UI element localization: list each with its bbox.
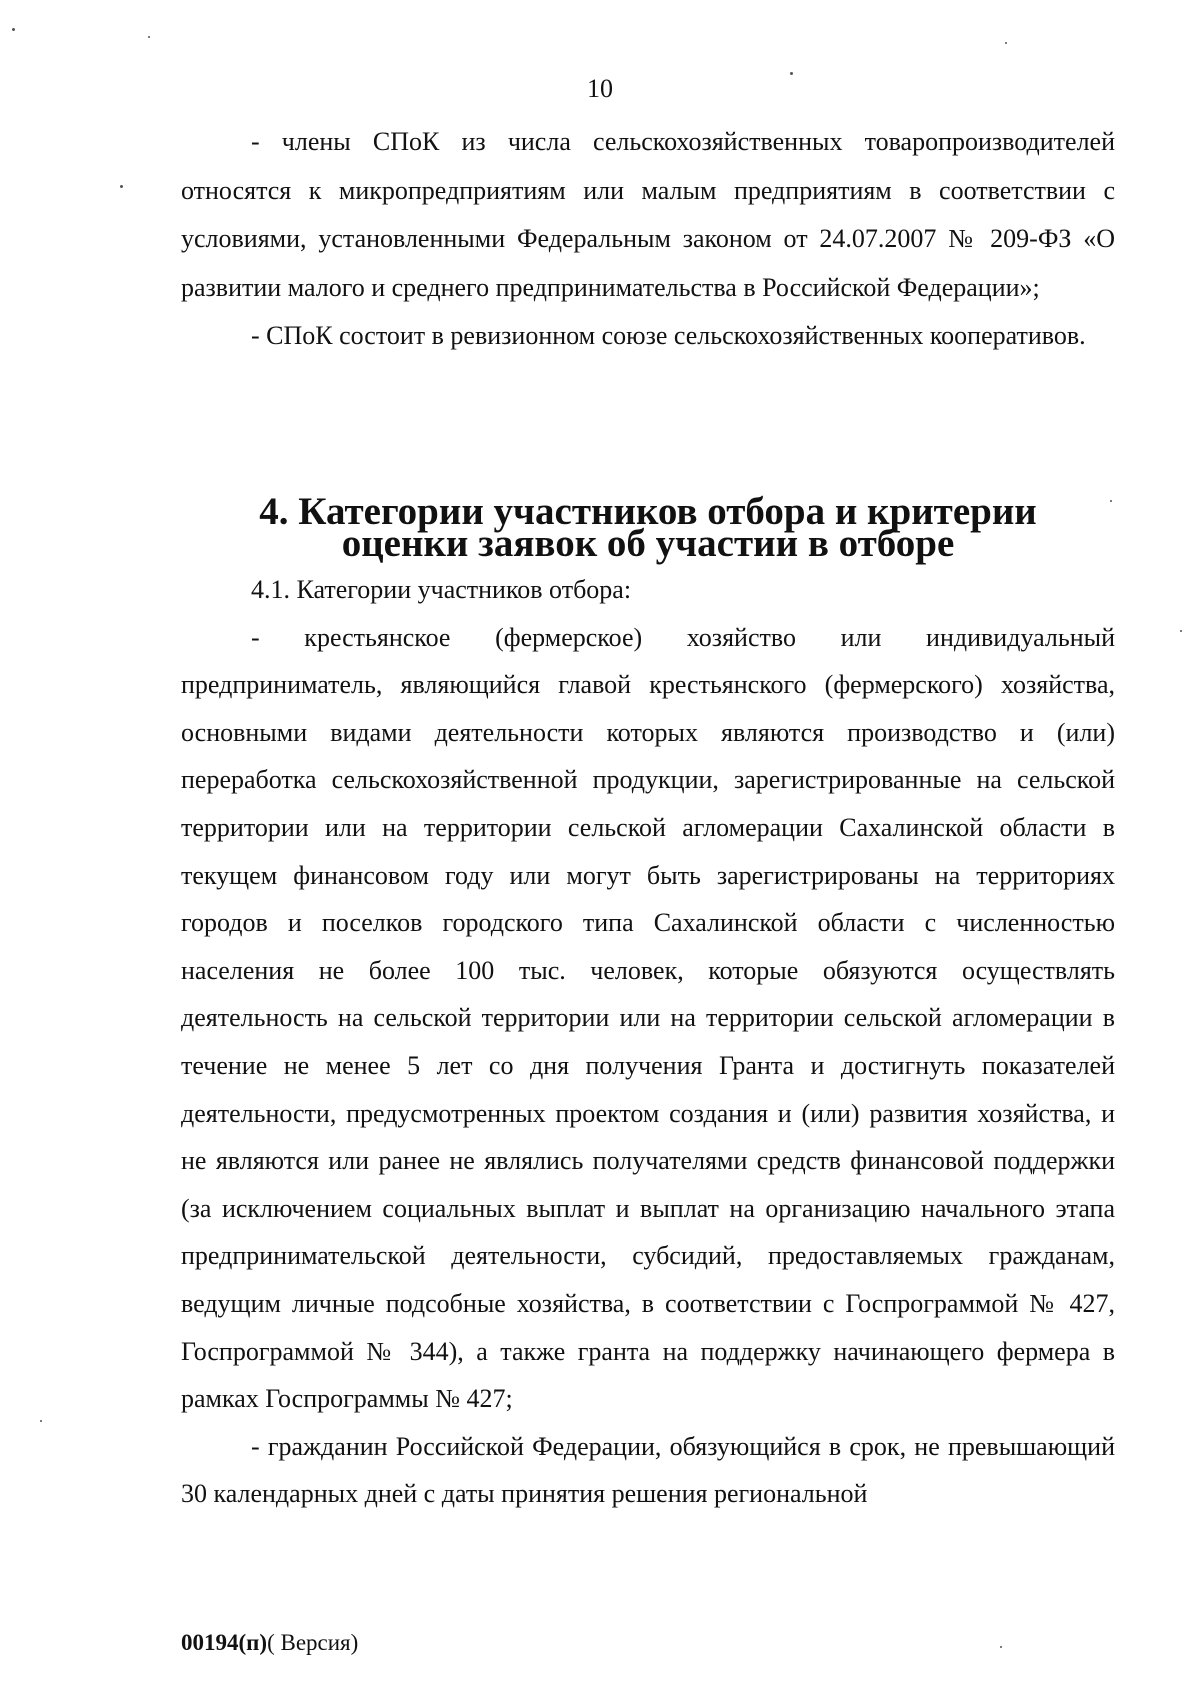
scan-speck	[120, 185, 123, 188]
scan-speck	[1180, 630, 1182, 632]
paragraph-audit-union: - СПоК состоит в ревизионном союзе сельскохозяйственных кооперативов.	[251, 321, 1086, 350]
scan-speck	[1110, 500, 1112, 502]
scan-speck	[12, 28, 15, 31]
section-heading	[181, 490, 1115, 565]
paragraph-members-small-business: - члены СПоК из числа сельскохозяйственных товаропроизводителей относятся к микропредприятиям или малым предприятиям в соответствии с условиями, установленными Федеральным законом от 24.07.2007 № 209-ФЗ «О развитии малого и среднего предпринимательства в Российской Федерации»;	[181, 127, 1115, 302]
document-footer	[181, 1630, 358, 1656]
scan-speck	[790, 72, 793, 75]
page-number: 10	[587, 74, 613, 103]
section-heading-line-2: оценки заявок об участии в отборе	[341, 522, 955, 565]
scan-speck	[1000, 1646, 1002, 1648]
paragraph-categories-intro: 4.1. Категории участников отбора:	[251, 575, 632, 604]
scan-speck	[148, 36, 150, 38]
scan-speck	[1005, 42, 1007, 44]
document-code: 00194(п)	[181, 1630, 268, 1655]
text-block-membership-conditions	[181, 118, 1115, 361]
text-block-participant-categories	[181, 566, 1115, 1518]
scan-speck	[40, 1420, 42, 1422]
paragraph-farm-category: - крестьянское (фермерское) хозяйство или индивидуальный предприниматель, являющийся главой крестьянского (фермерского) хозяйства, основными видами деятельности которых являются производство и (или) переработка сельскохозяйственной продукции, зарегистрированные на сельской территории или на территории сельской агломерации Сахалинской области в текущем финансовом году или могут быть зарегистрированы на территориях городов и поселков городского типа Сахалинской области с численностью населения не более 100 тыс. человек, которые обязуются осуществлять деятельность на сельской территории или на территории сельской агломерации в течение не менее 5 лет со дня получения Гранта и достигнуть показателей деятельности, предусмотренных проектом создания и (или) развития хозяйства, и не являются или ранее не являлись получателями средств финансовой поддержки (за исключением социальных выплат и выплат на организацию начального этапа предпринимательской деятельности, субсидий, предоставляемых гражданам, ведущим личные подсобные хозяйства, в соответствии с Госпрограммой № 427, Госпрограммой № 344), а также гранта на поддержку начинающего фермера в рамках Госпрограммы № 427;	[181, 622, 1115, 1414]
document-version: ( Версия)	[267, 1630, 359, 1655]
section-heading-line-1: 4. Категории участников отбора и критерии	[259, 490, 1037, 533]
paragraph-citizen-category: - гражданин Российской Федерации, обязующийся в срок, не превышающий 30 календарных дней с даты принятия решения региональной	[181, 1431, 1115, 1509]
